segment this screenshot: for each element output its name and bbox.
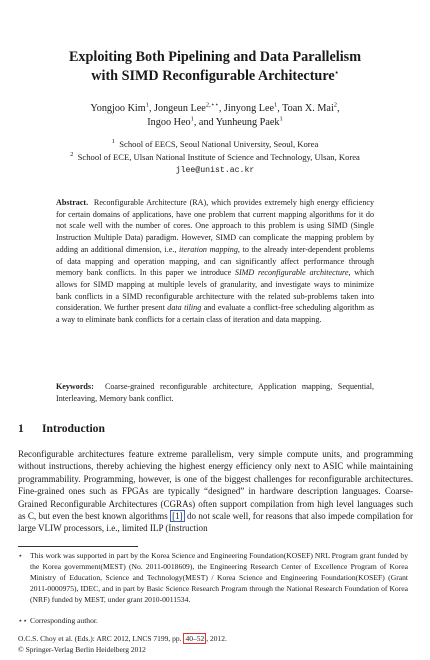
title-line-1: Exploiting Both Pipelining and Data Parallelism (68, 49, 362, 65)
section-heading (18, 422, 105, 435)
copyright-line: © Springer-Verlag Berlin Heidelberg 2012 (18, 645, 146, 654)
author-list: Yongjoo Kim$^1$, Jongeun Lee$^{2,⋆⋆}$, Jinyong Lee$^1$, Toan X. Mai$^2$, Ingoo Heo$^1$, and Yunheung Paek$^1$ (90, 101, 340, 128)
author-name: Yongjoo Kim (90, 103, 146, 114)
citation-link[interactable]: [1] (172, 511, 183, 522)
abstract-label: Abstract. (56, 198, 89, 207)
affiliations (30, 138, 400, 177)
section-number: 1 (18, 422, 24, 435)
affiliation-2: $^2$ School of ECE, Ulsan National Institute of Science and Technology, Ulsan, Korea (70, 151, 360, 162)
title-footnote-mark: ⋆ (334, 69, 339, 77)
author-name: , Jongeun Lee (148, 103, 206, 114)
footnote-mark: ⋆ (18, 551, 23, 560)
intro-paragraph: Reconfigurable architectures feature extreme parallelism, very simple compute units, and programming without instructions, thereby achieving the highest energy efficiency only next to ASIC while maintaining programmability. Programming, however, is one of the biggest challenges for reconfigurable architectures. Fine-grained ones such as FPGAs are typically “designed” in hardware description languages. Coarse-Grained Reconfigurable Architectures (CGRAs) often support compilation from high level languages such as C, but even the best known algorithms [1] do not scale well, for reasons that also impede compilation for large VLIW processors, i.e., limited ILP (Instruction (18, 449, 413, 534)
footnote-corresponding: ⋆⋆ Corresponding author. (18, 616, 98, 625)
footnote-funding: ⋆ This work was supported in part by the Korea Science and Engineering Foundation(KOSEF) NRL Program grant funded by the Korea government(MEST) (No. 2011-0018609), the Engineering Research Center of Excellence Program of Korea Ministry of Education, Science and Technology(MEST) / Korea Science and Engineering Foundation(KOSEF) (Grant 2011-0000975), IDEC, and in part by Basic Science Research Program through the National Research Foundation of Korea (NRF) funded by MEST, under grant 2010-0011534. (18, 551, 408, 604)
footnote-rule (18, 546, 138, 547)
paper-title (30, 48, 400, 86)
citation-line: O.C.S. Choy et al. (Eds.): ARC 2012, LNCS 7199, pp. 40–52 , 2012. (18, 634, 227, 643)
title-line-2: with SIMD Reconfigurable Architecture⋆ (91, 68, 339, 84)
author-name: , and Yunheung Paek (193, 117, 280, 128)
author-name: , Toan X. Mai (277, 103, 334, 114)
affiliation-1: $^1$ School of EECS, Seoul National University, Seoul, Korea (111, 138, 319, 149)
author-name: , Jinyong Lee (218, 103, 274, 114)
keywords-label: Keywords: (56, 382, 94, 391)
abstract: Abstract. Reconfigurable Architecture (RA), which provides extremely high energy efficiency for certain domains of applications, have one problem that current mapping algorithms for it do not scale well with the number of cores. One approach to this problem is using SIMD (Single Instruction Multiple Data) paradigm. However, SIMD can complicate the mapping problem by adding an additional dimension, i.e., iteration mapping, to the already inter-dependent problems of data mapping and operation mapping, and can significantly affect performance through memory bank conflicts. In this paper we introduce SIMD reconfigurable architecture, which allows for SIMD mapping at multiple levels of granularity, and investigate ways to minimize bank conflicts in a SIMD reconfigurable architecture with the related sub-problems taken into consideration. We further present data tiling and evaluate a conflict-free scheduling algorithm as a way to eliminate bank conflicts for a certain class of iteration and data mapping. (56, 198, 375, 325)
footnote-mark: ⋆⋆ (18, 616, 28, 625)
keywords: Keywords: Coarse-grained reconfigurable architecture, Application mapping, Sequential, Interleaving, Memory bank conflict. (56, 382, 375, 403)
author-email: jlee@unist.ac.kr (175, 166, 255, 175)
page-range-link[interactable]: 40–52 (185, 634, 205, 643)
section-title: Introduction (42, 422, 105, 435)
publication-info (18, 633, 227, 655)
author-name: Ingoo Heo (147, 117, 191, 128)
